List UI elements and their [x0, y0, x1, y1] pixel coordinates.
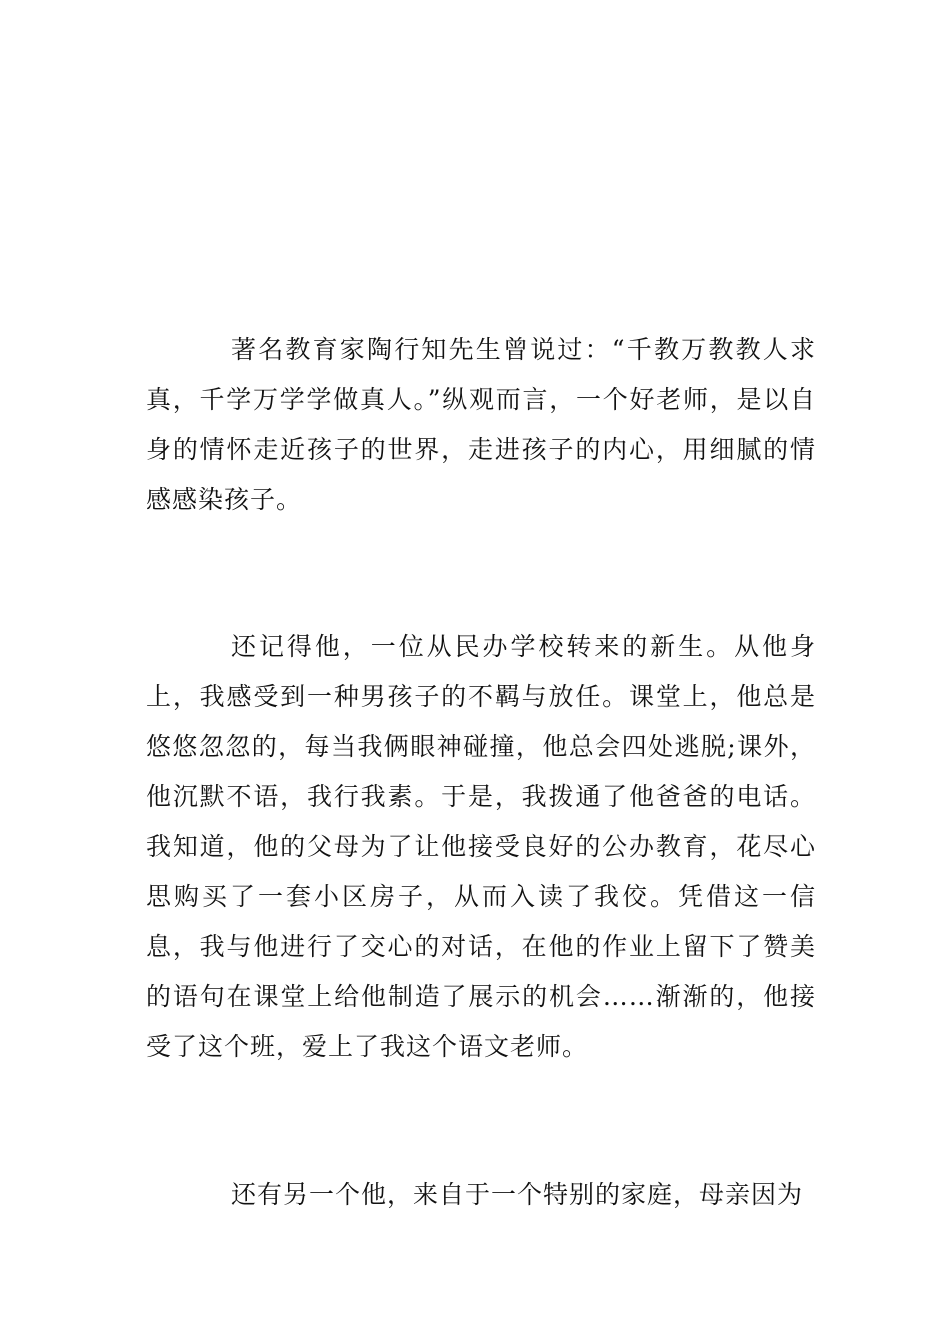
paragraph-intro: 著名教育家陶行知先生曾说过：“千教万教教人求真，千学万学学做真人。”纵观而言，一个好老师，是以自身的情怀走近孩子的世界，走进孩子的内心，用细腻的情感感染孩子。 [146, 335, 816, 514]
paragraph-story-one: 还记得他，一位从民办学校转来的新生。从他身上，我感受到一种男孩子的不羁与放任。课堂上，他总是悠悠忽忽的，每当我俩眼神碰撞，他总会四处逃脱;课外，他沉默不语，我行我素。于是，我拨通了他爸爸的电话。我知道，他的父母为了让他接受良好的公办教育，花尽心思购买了一套小区房子，从而入读了我佼。凭借这一信息，我与他进行了交心的对话，在他的作业上留下了赞美的语句在课堂上给他制造了展示的机会……渐渐的，他接受了这个班，爱上了我这个语文老师。 [146, 632, 816, 1061]
paragraph-story-two: 还有另一个他，来自于一个特别的家庭，母亲因为 [231, 1180, 804, 1209]
